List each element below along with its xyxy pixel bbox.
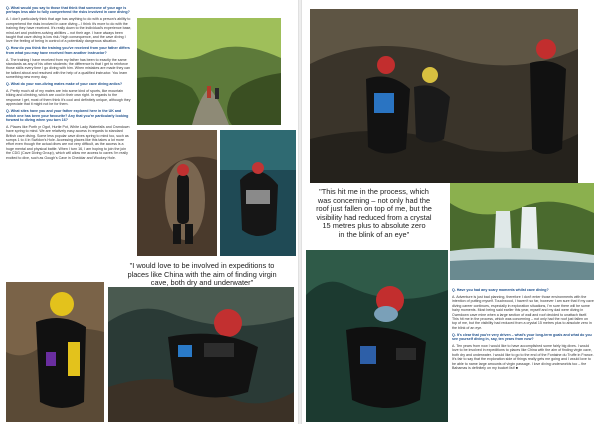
underwater-closeup-photo [306, 250, 448, 422]
left-answer-1: A. I don't particularly think that age has anything to do with a person's ability to comprehend the risks involved in cave diving – I think it's more to do with the training they have received. It's really down to the individual's experience base, mind-set and problem-solving abilities – not their age. I have always been taught that cave diving is low risk / high consequence, and the cave diving I love the feeling of being in control of a potentially dangerous situation. [6, 17, 132, 44]
left-text-column [6, 6, 132, 256]
right-text-column [452, 288, 594, 422]
waterfall-photo [450, 183, 594, 280]
left-question-4: Q. What sites have you and your father explored here in the UK and which one has been your favourite? Any that you're particularly looking forward to diving when you turn 16? [6, 109, 129, 122]
roof-quote-line-4: visibility had reduced from a crystal [316, 212, 432, 222]
diver-cave-photo [137, 130, 217, 256]
right-question-1: Q. Have you had any scary moments whilst cave diving? [452, 288, 549, 292]
roof-quote-line-2: was concerning – not only had the [317, 195, 431, 205]
roof-quote-line-1: "This hit me in the process, which [319, 187, 429, 196]
left-answer-3: A. Pretty much all of my mates are into some kind of sports, like mountain biking and climbing, which are cool in their own right. In regards to the response I get, most of them think it's cool and definitely unique, although they appreciate that it might not be for them. [6, 89, 131, 107]
left-answer-2: A. The training I have received from my father has been to exactly the same standards as any of his other students; the difference is that I get to reinforce those skills every time I go diving with him. When mistakes are made they can be talked about and resolved with the help of a qualified instructor. You learn something new every day. [6, 57, 131, 80]
left-page [0, 0, 298, 424]
right-answer-2: A. Ten years from now I would like to have accomplished some fairly big dives. I would love to be involved in expeditions to places like China with the aim of finding virgin cave, both dry and underwater. I would like to go to the end of the Fontaine du Truffe in France. It's fair to say that the exploration side of things really gets me going and I would love to be able to name large amounts of virgin passage. I love diving underworlds too – the Bahamas is definitely on my bucket list! ■ [452, 343, 594, 370]
roof-pull-quote [302, 188, 446, 240]
left-answer-4: A. Places like Porth yr Ogof, Hurtle Pot, White Lady Waterfalls and Cwmdown have spring to mind. We are relatively easy access in regards to standard British cave diving. Some less popular cave dives spring to mind too, such as sumps 1 to 4 in Swildon's Hole. Accessing places like this takes a lot more effort even though the actual dives are not very difficult, as the access is a huge mental and physical battle. When I turn 16, I am hoping to join the join the CDG (Cave Diving Group), which will allow me access to caves I'm really excited to dive, such as Gough's Cave in Cheddar and Wookey Hole. [6, 124, 130, 160]
china-quote-line-1: "I would love to be involved in expeditions to [129, 261, 275, 270]
china-pull-quote [110, 262, 294, 288]
roof-quote-line-6: in the blink of an eye" [338, 229, 410, 239]
right-answer-1: A. Adventure is just bad planning, therefore I don't enter those environments with the intention of putting myself. Touchwood, I haven't so far, however I am sure that if my cave diving career continues, especially in exploration situations, I'm sure there will be some hairy moments. Most being said earlier this year, myself and my dad were diving in Cwmdown cave mine when a large section of wall and roof decided to unattach itself. This hit me in the process, which was concerning – not only had the roof just fallen on top of me, but the visibility had reduced from a crystal 15 metres plus to absolute zero in the blink of an eye. [452, 294, 594, 330]
right-question-2: Q. It's clear that you're very driven – what's your long-term goals and what do you see yourself diving in, say, ten years from now? [452, 332, 592, 342]
roof-quote-line-3: roof just fallen on top of me, but the [316, 204, 432, 214]
roof-quote-line-5: 15 metres plus to absolute zero [322, 221, 426, 231]
left-question-2: Q. How do you think the training you've received from your father differs from what you may have received from another instructor? [6, 46, 130, 55]
underwater-diver-photo [220, 130, 296, 256]
china-quote-line-3: cave, both dry and underwater" [150, 278, 254, 288]
cave-group-photo [310, 9, 578, 183]
forest-gorge-photo [137, 18, 281, 125]
left-question-1: Q. What would you say to those that think that someone of your age is perhaps less able to fully comprehend the risks involved in cave diving? [6, 6, 130, 15]
left-question-3: Q. What do your non-diving mates make of your cave diving antics? [6, 82, 123, 87]
yellow-helmet-diver-photo [6, 282, 104, 422]
red-helmet-diver-photo [108, 287, 294, 422]
right-page [302, 0, 600, 424]
china-quote-line-2: places like China with the aim of finding virgin [127, 269, 277, 279]
